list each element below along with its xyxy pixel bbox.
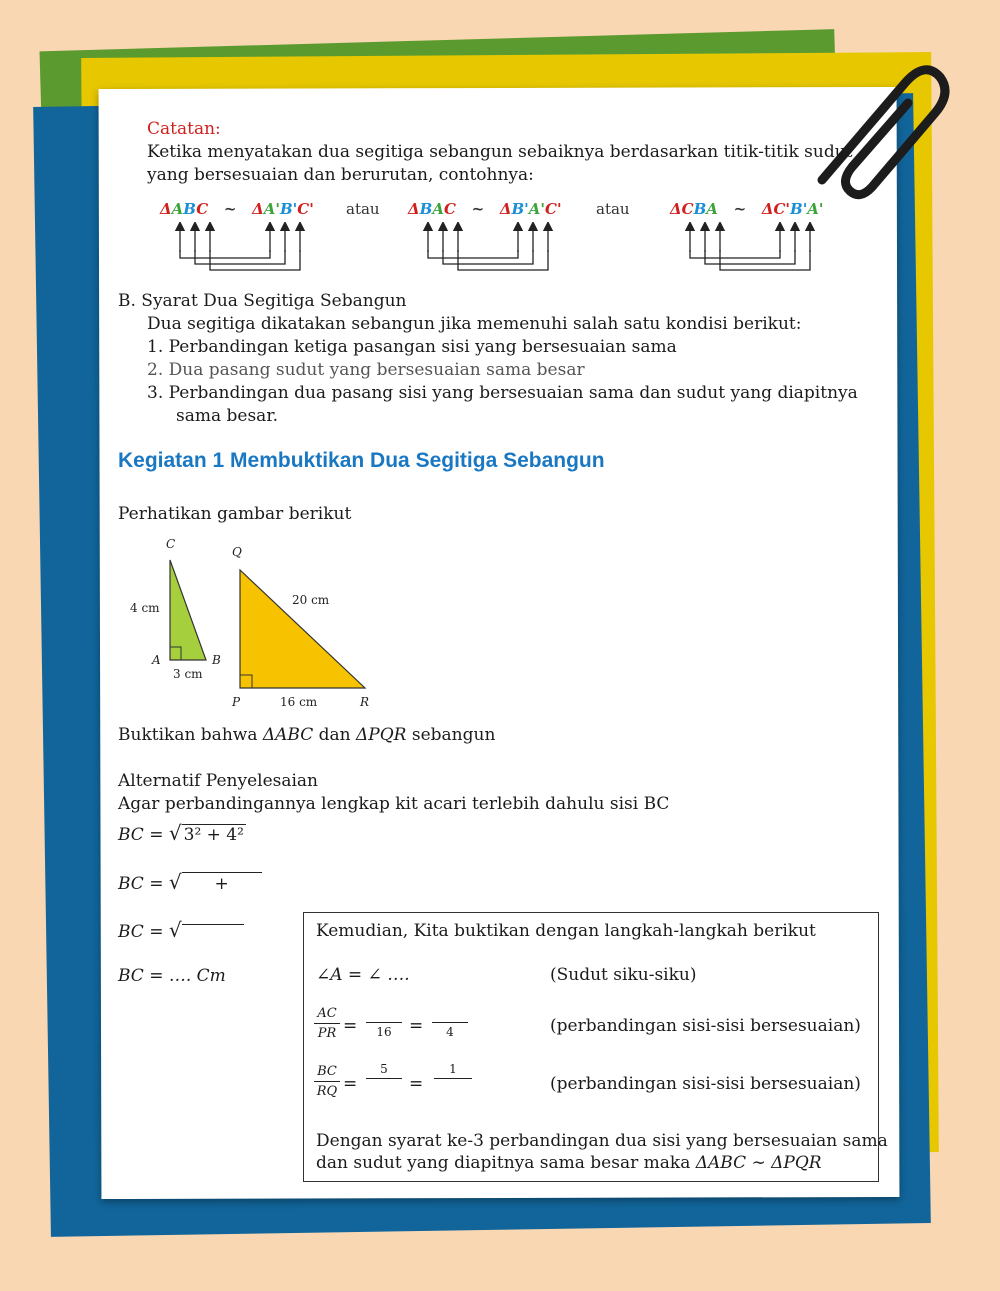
perhatikan-text: Perhatikan gambar berikut [118,504,352,524]
triangles-figure [120,532,390,712]
ratio-note-1: (perbandingan sisi-sisi bersesuaian) [550,1016,861,1036]
label-q: Q [232,545,242,559]
label-p: P [232,695,241,709]
fraction-blank-4: 4 [432,1006,468,1039]
equals-1a: = [343,1016,358,1036]
correspondence-arrows [150,222,850,277]
label-r: R [360,695,370,709]
catatan-line-1: Ketika menyatakan dua segitiga sebangun sebaiknya berdasarkan titik-titik sudut [147,142,853,162]
arrow-group-2 [428,226,548,270]
equals-2a: = [343,1074,358,1094]
bc-step-3: BC = √ [118,919,244,943]
fraction-blank-16: 16 [366,1006,402,1039]
section-b-title: B. Syarat Dua Segitiga Sebangun [118,291,407,311]
condition-3-cont: sama besar. [176,406,278,426]
equals-2b: = [409,1074,424,1094]
condition-1: 1. Perbandingan ketiga pasangan sisi yang bersesuaian sama [147,337,677,357]
conclusion-line-2: dan sudut yang diapitnya sama besar maka ΔABC ∼ ΔPQR [316,1153,822,1173]
catatan-title: Catatan: [147,119,221,139]
alternatif-title: Alternatif Penyelesaian [118,771,319,791]
catatan-line-2: yang bersesuaian dan berurutan, contohnya: [147,165,534,185]
bc-step-4: BC = …. Cm [118,966,226,986]
condition-3: 3. Perbandingan dua pasang sisi yang bersesuaian sama dan sudut yang diapitnya [147,383,858,403]
proof-intro: Kemudian, Kita buktikan dengan langkah-langkah berikut [316,921,816,941]
fraction-ac-pr: $\frac{AC}{PR}$ [314,1006,340,1041]
triangle-pqr [240,570,365,688]
arrow-group-3 [690,226,810,270]
atau-2: atau [596,200,630,218]
side-ab-label: 3 cm [173,667,203,681]
agar-text: Agar perbandingannya lengkap kit acari terlebih dahulu sisi BC [118,794,670,814]
similarity-example-2: ΔBAC ~ ΔB'A'C' [408,200,562,218]
label-a: A [152,653,161,667]
fraction-1-blank: 1 [434,1062,472,1095]
similarity-example-1: ΔABC ~ ΔA'B'C' [160,200,314,218]
bc-step-2: BC = √ + [118,871,262,895]
buktikan-text: Buktikan bahwa ΔABC dan ΔPQR sebangun [118,725,496,745]
side-ac-label: 4 cm [130,601,160,615]
bc-step-1: BC = √ 3² + 4² [118,821,244,845]
arrow-group-1 [180,226,300,270]
fraction-bc-rq: $\frac{BC}{RQ}$ [314,1064,340,1099]
angle-statement: ∠A = ∠ …. [316,965,410,985]
section-b-intro: Dua segitiga dikatakan sebangun jika memenuhi salah satu kondisi berikut: [147,314,802,334]
label-c: C [166,537,176,551]
equals-1b: = [409,1016,424,1036]
angle-note: (Sudut siku-siku) [550,965,697,985]
side-pr-label: 16 cm [280,695,318,709]
atau-1: atau [346,200,380,218]
similarity-example-3: ΔCBA ~ ΔC'B'A' [670,200,824,218]
side-qr-label: 20 cm [292,593,330,607]
ratio-note-2: (perbandingan sisi-sisi bersesuaian) [550,1074,861,1094]
fraction-5-blank: 5 [366,1062,402,1095]
label-b: B [212,653,221,667]
triangle-abc [170,560,206,660]
conclusion-line-1: Dengan syarat ke-3 perbandingan dua sisi yang bersesuaian sama [316,1131,888,1151]
condition-2: 2. Dua pasang sudut yang bersesuaian sama besar [147,360,585,380]
kegiatan-heading: Kegiatan 1 Membuktikan Dua Segitiga Sebangun [118,449,605,472]
